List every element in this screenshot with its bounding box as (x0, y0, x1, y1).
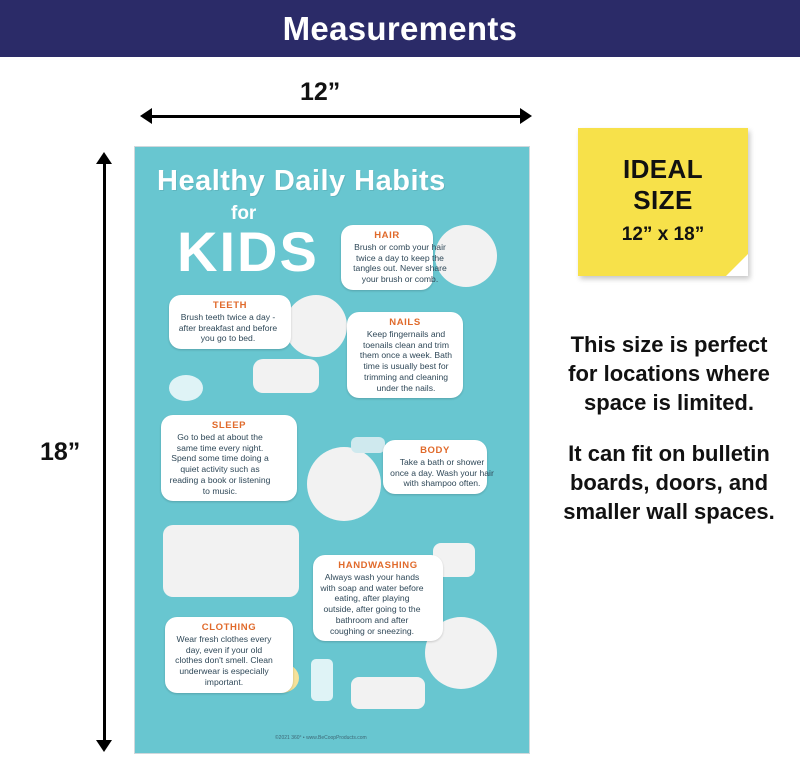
illustration-boy-brushing-teeth (285, 295, 347, 357)
tip-title: HAIR (374, 230, 400, 241)
illustration-sink (351, 677, 425, 709)
illustration-soap-bottle (311, 659, 333, 701)
tip-title: BODY (420, 445, 450, 456)
illustration-child-shower (307, 447, 381, 521)
tip-text: Keep fingernails and toenails clean and trim them once a week. Bath time is usually best for trimming and cleaning under the nails. (359, 329, 453, 393)
tip-card-sleep (161, 415, 297, 501)
illustration-girl-reading-bed (163, 525, 299, 597)
tip-text: Brush teeth twice a day - after breakfast and before you go to bed. (178, 312, 278, 344)
arrow-up-icon (96, 152, 112, 164)
height-dimension-arrow (96, 152, 112, 752)
tip-card-hair (341, 225, 447, 290)
tip-title: CLOTHING (201, 622, 257, 633)
poster-title: Healthy Daily Habits (157, 165, 446, 197)
sticky-line-1: IDEAL (623, 154, 703, 184)
poster-for-word: for (231, 203, 257, 224)
tip-card-nails (347, 312, 463, 398)
width-dimension-arrow (140, 108, 532, 124)
tip-text: Wear fresh clothes every day, even if your old clothes don't smell. Clean underwear is especially important. (175, 634, 273, 687)
height-arrow-line (103, 158, 106, 746)
tip-text: Brush or comb your hair twice a day to keep the tangles out. Never share your brush or comb. (353, 242, 447, 285)
width-arrow-line (146, 115, 526, 118)
page-title: Measurements (282, 9, 518, 47)
tip-title: TEETH (212, 300, 248, 311)
poster-credit: ©2021 360° • www.BeCoopProducts.com (275, 735, 367, 741)
arrow-down-icon (96, 740, 112, 752)
sticky-size-value: 12” x 18” (621, 224, 705, 245)
tip-title: HANDWASHING (338, 560, 418, 571)
illustration-hands-washing (253, 359, 319, 393)
arrow-right-icon (520, 108, 532, 124)
height-dimension-label: 18” (40, 438, 81, 466)
description-paragraph-1: This size is perfect for locations where space is limited. (568, 332, 770, 416)
tip-text: Take a bath or shower once a day. Wash your hair with shampoo often. (390, 457, 494, 489)
poster-audience: KIDS (177, 220, 319, 283)
arrow-left-icon (140, 108, 152, 124)
tip-card-clothing (165, 617, 293, 693)
tip-text: Always wash your hands with soap and water before eating, after playing outside, after going to the bathroom and after coughing or sneezing. (320, 572, 424, 636)
description-paragraph-2: It can fit on bulletin boards, doors, and smaller wall spaces. (563, 441, 775, 525)
page-header (0, 0, 800, 57)
tip-title: NAILS (389, 317, 421, 328)
width-dimension-label: 12” (300, 78, 341, 106)
sticky-line-2: SIZE (633, 185, 693, 215)
illustration-toothbrush (169, 375, 203, 401)
illustration-shower-head (351, 437, 385, 453)
description-block (560, 330, 778, 526)
tip-text: Go to bed at about the same time every night. Spend some time doing a quiet activity such as reading a book or listening to music. (169, 432, 271, 496)
ideal-size-sticky-note (578, 128, 748, 276)
tip-card-teeth (169, 295, 291, 349)
poster-preview[interactable] (134, 146, 530, 754)
tip-title: SLEEP (211, 420, 247, 431)
tip-card-body (383, 440, 494, 494)
tip-card-handwashing (313, 555, 443, 641)
